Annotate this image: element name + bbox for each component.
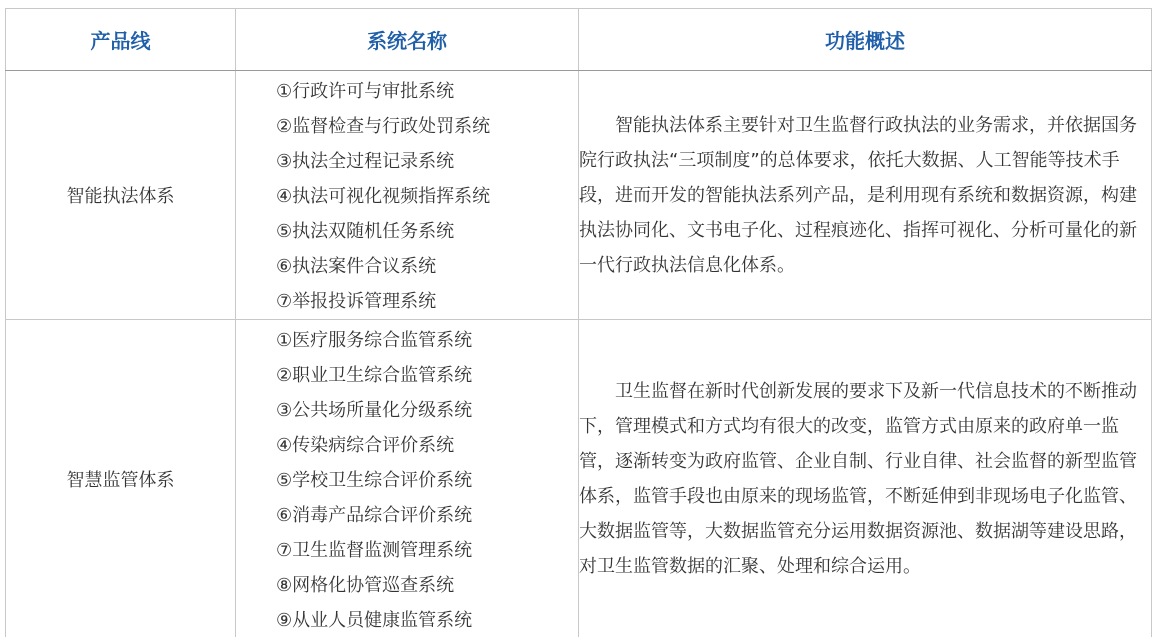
description-cell <box>579 71 1152 320</box>
list-item: ⑦卫生监督监测管理系统 <box>276 540 473 561</box>
header-system-name: 系统名称 <box>236 9 579 71</box>
table-header <box>6 9 1152 71</box>
list-item: ⑥消毒产品综合评价系统 <box>276 505 473 526</box>
description-cell <box>579 320 1152 637</box>
header-product-line: 产品线 <box>6 9 236 71</box>
system-list <box>236 74 578 319</box>
list-item: ①医疗服务综合监管系统 <box>276 330 473 351</box>
list-item: ⑦举报投诉管理系统 <box>276 291 437 312</box>
list-item: ③执法全过程记录系统 <box>276 151 455 172</box>
system-names-cell <box>236 320 579 637</box>
list-item: ⑤执法双随机任务系统 <box>276 221 455 242</box>
table-body <box>6 71 1152 637</box>
description-text: 卫生监督在新时代创新发展的要求下及新一代信息技术的不断推动下，管理模式和方式均有很大的改变，监管方式由原来的政府单一监管，逐渐转变为政府监管、企业自制、行业自律、社会监督的新型监管体系，监管手段也由原来的现场监管，不断延伸到非现场电子化监管、大数据监管等，大数据监管充分运用数据资源池、数据湖等建设思路，对卫生监管数据的汇聚、处理和综合运用。 <box>579 381 1137 577</box>
list-item: ②监督检查与行政处罚系统 <box>276 116 491 137</box>
list-item: ①行政许可与审批系统 <box>276 81 455 102</box>
product-line-cell: 智慧监管体系 <box>6 320 236 637</box>
list-item: ②职业卫生综合监管系统 <box>276 365 473 386</box>
table-row <box>6 71 1152 320</box>
description-text: 智能执法体系主要针对卫生监督行政执法的业务需求，并依据国务院行政执法“三项制度”的总体要求，依托大数据、人工智能等技术手段，进而开发的智能执法系列产品，是利用现有系统和数据资源，构建执法协同化、文书电子化、过程痕迹化、指挥可视化、分析可量化的新一代行政执法信息化体系。 <box>579 114 1137 276</box>
list-item: ⑥执法案件合议系统 <box>276 256 437 277</box>
list-item: ④执法可视化视频指挥系统 <box>276 186 491 207</box>
list-item: ③公共场所量化分级系统 <box>276 400 473 421</box>
list-item: ⑤学校卫生综合评价系统 <box>276 470 473 491</box>
list-item: ④传染病综合评价系统 <box>276 435 455 456</box>
system-names-cell <box>236 71 579 320</box>
header-function-overview: 功能概述 <box>579 9 1152 71</box>
list-item: ⑨从业人员健康监管系统 <box>276 610 473 631</box>
header-row <box>6 9 1152 71</box>
table-row <box>6 320 1152 637</box>
system-list <box>236 323 578 637</box>
product-system-table <box>5 8 1152 637</box>
product-line-cell: 智能执法体系 <box>6 71 236 320</box>
list-item: ⑧网格化协管巡查系统 <box>276 575 455 596</box>
